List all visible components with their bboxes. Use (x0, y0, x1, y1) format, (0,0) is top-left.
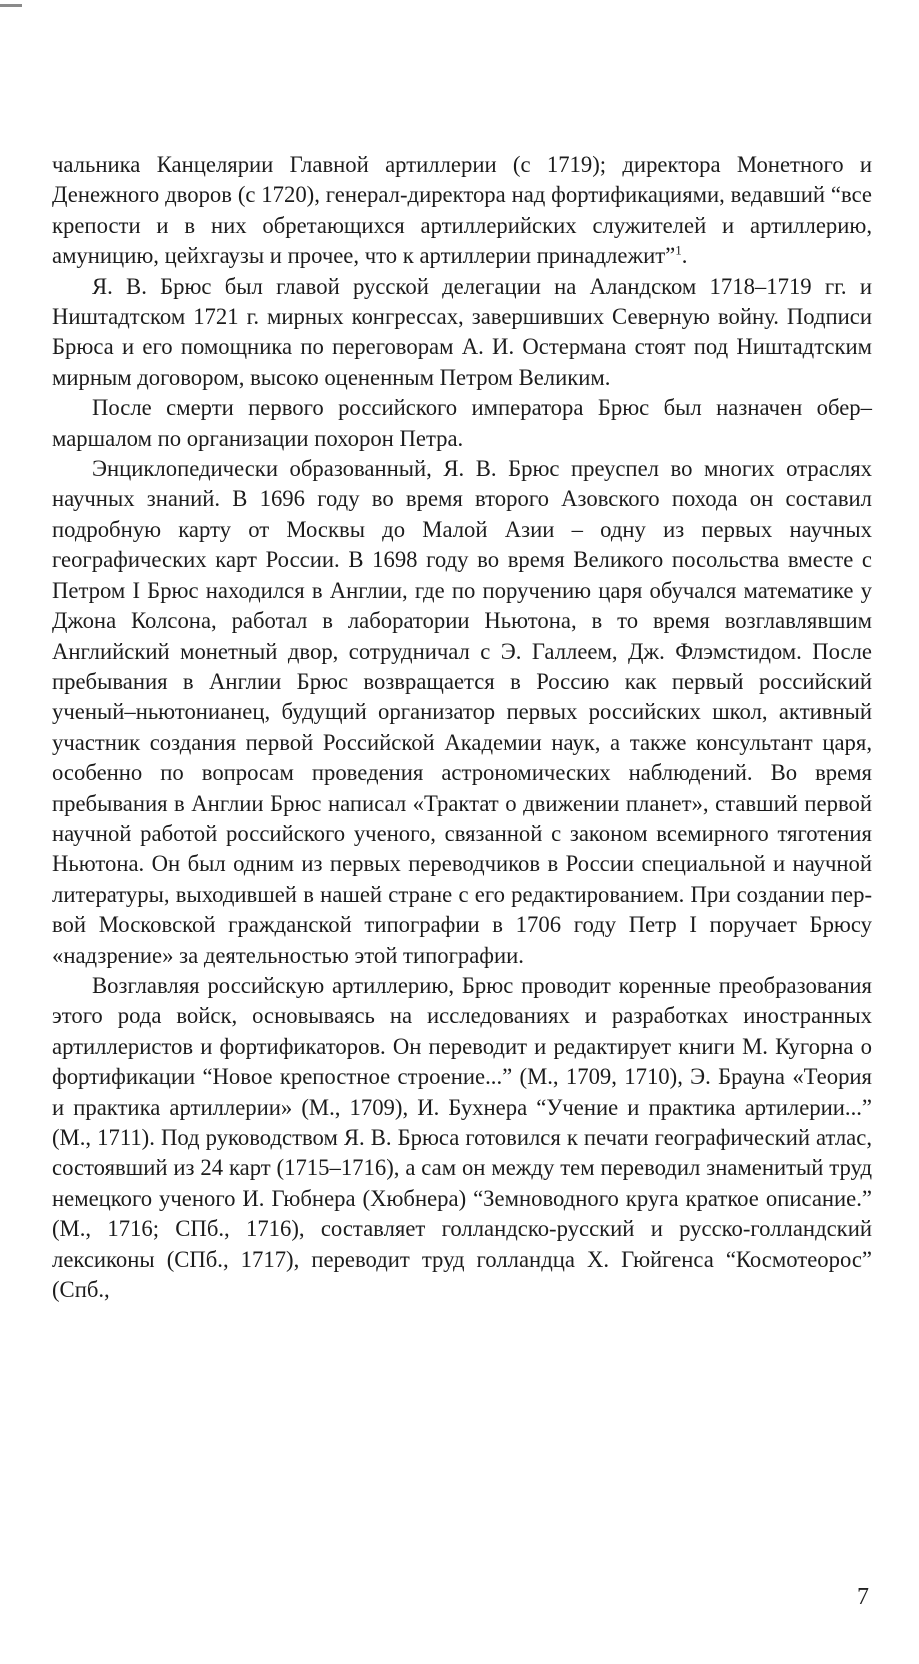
scan-corner-mark (0, 4, 22, 7)
paragraph: Я. В. Брюс был главой русской делегации на Аландском 1718–1719 гг. и Ништадтском 1721 г. мирных конгрессах, завершивших Северную войну. Подписи Брюса и его помощника по переговорам А. И. Остермана стоят под Ништадтским мирным договором, высоко оцененным Петром Великим. (52, 273, 872, 390)
page-number: 7 (857, 1584, 869, 1610)
paragraph: Возглавляя российскую артиллерию, Брюс проводит коренные преобразования этого рода войск, основываясь на исследованиях и разработках иностранных артиллеристов и фортификаторов. Он переводит и редактирует книги М. Кугорна о фортификации “Новое крепостное строение...” (М., 1709, 1710), Э. Брауна «Теория и практика артиллерии» (М., 1709), И. Бухнера “Учение и практика артилерии...” (М., 1711). Под руководством Я. В. Брюса готовился к печати географический атлас, состоявший из 24 карт (1715–1716), а сам он между тем переводил знаменитый труд немецкого ученого И. Гюбнера (Хюбнера) “Земноводного круга краткое описание.” (М., 1716; СПб., 1716), составляет голландско-русский и русско-голландский лексиконы (СПб., 1717), переводит труд голландца Х. Гюйгенса “Космотеорос” (Спб., (52, 972, 872, 1303)
body-text (52, 150, 872, 1305)
paragraph-continued (52, 150, 872, 272)
paragraph-text: чальника Канцелярии Главной артиллерии (с 1719); директора Монетного и Денежного дворов (с 1720), генерал-директора над фортификациями, ведавший “все крепости и в них обретающихся артиллерийских служителей и артиллерию, амуницию, цейхгаузы и прочее, что к артиллерии принадлежит” (52, 152, 872, 269)
paragraph: Энциклопедически образованный, Я. В. Брюс преуспел во многих отраслях научных знаний. В 1696 году во время второго Азовского похода он составил подробную карту от Москвы до Малой Азии – одну из первых научных географических карт России. В 1698 году во время Великого посольства вместе с Петром I Брюс находился в Англии, где по поручению царя обучался математике у Джона Колсона, работал в лаборатории Ньютона, в то время возглавлявшим Английский монетный двор, сотрудничал с Э. Галлеем, Дж. Флэмстидом. После пребывания в Англии Брюс возвращается в Россию как первый российский ученый–ньютонианец, будущий организатор первых российских школ, активный участник создания первой Российской Академии наук, а также консультант царя, особенно по вопросам проведения астрономических наблюдений. Во время пребывания в Англии Брюс написал «Трактат о движении планет», ставший первой научной работой российского ученого, связанной с законом всемирного тяготения Ньютона. Он был одним из первых переводчиков в России специальной и научной литературы, выходившей в нашей стране с его редактированием. При создании первой Московской гражданской типографии в 1706 году Петр I поручает Брюсу «надзрение» за деятельностью этой типографии. (52, 456, 872, 968)
paragraph-end: . (681, 243, 688, 269)
footnote-marker: 1 (675, 242, 682, 258)
paragraph: После смерти первого российского императора Брюс был назначен обер–маршалом по организации похорон Петра. (52, 395, 872, 451)
